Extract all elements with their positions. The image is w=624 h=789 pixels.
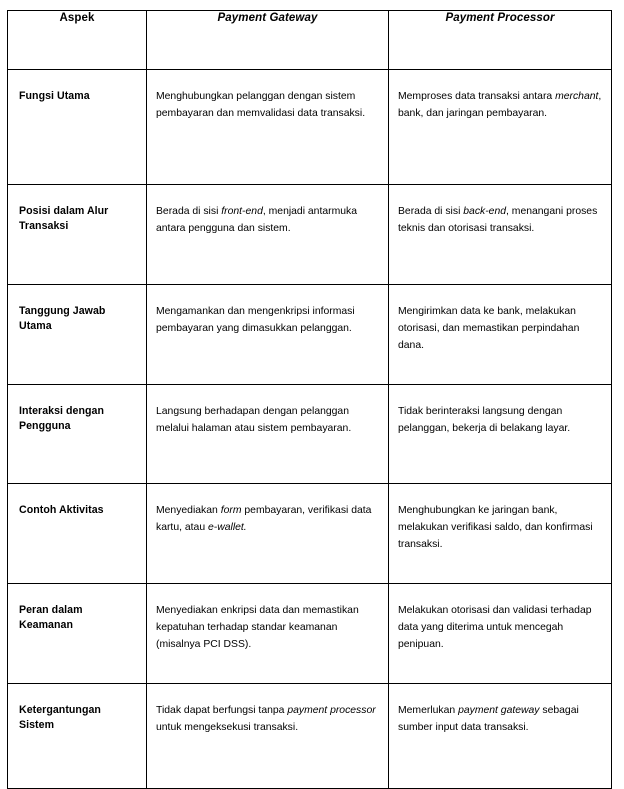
cell-payment-processor bbox=[389, 584, 612, 684]
table-header bbox=[8, 11, 612, 70]
payment-gateway-description: Menyediakan enkripsi data dan memastikan kepatuhan terhadap standar keamanan (misalnya PCI DSS). bbox=[156, 605, 359, 650]
table-body bbox=[8, 70, 612, 789]
cell-payment-processor bbox=[389, 70, 612, 185]
aspect-label: Fungsi Utama bbox=[19, 90, 90, 102]
cell-payment-gateway bbox=[147, 684, 389, 789]
column-header-payment-processor bbox=[389, 11, 612, 70]
payment-processor-description: Menghubungkan ke jaringan bank, melakukan verifikasi saldo, dan konfirmasi transaksi. bbox=[398, 505, 593, 550]
cell-aspect bbox=[8, 70, 147, 185]
table-row bbox=[8, 684, 612, 789]
payment-processor-description: Memproses data transaksi antara merchant, bank, dan jaringan pembayaran. bbox=[398, 91, 602, 119]
aspect-label: Posisi dalam Alur Transaksi bbox=[19, 205, 109, 233]
aspect-label: Peran dalam Keamanan bbox=[19, 604, 83, 632]
table-row bbox=[8, 70, 612, 185]
column-header-aspek bbox=[8, 11, 147, 70]
column-header-payment-gateway bbox=[147, 11, 389, 70]
cell-aspect bbox=[8, 185, 147, 285]
payment-processor-description: Berada di sisi back-end, menangani proses teknis dan otorisasi transaksi. bbox=[398, 206, 598, 234]
comparison-table-container bbox=[7, 10, 611, 789]
column-header-payment-processor-label: Payment Processor bbox=[445, 12, 555, 24]
payment-processor-description: Mengirimkan data ke bank, melakukan otorisasi, dan memastikan perpindahan dana. bbox=[398, 306, 580, 351]
payment-gateway-description: Menghubungkan pelanggan dengan sistem pembayaran dan memvalidasi data transaksi. bbox=[156, 91, 366, 119]
cell-payment-processor bbox=[389, 484, 612, 584]
payment-processor-description: Memerlukan payment gateway sebagai sumber input data transaksi. bbox=[398, 705, 579, 733]
table-row bbox=[8, 185, 612, 285]
cell-aspect bbox=[8, 684, 147, 789]
cell-aspect bbox=[8, 584, 147, 684]
aspect-label: Contoh Aktivitas bbox=[19, 504, 104, 516]
cell-payment-gateway bbox=[147, 70, 389, 185]
cell-payment-processor bbox=[389, 684, 612, 789]
table-row bbox=[8, 584, 612, 684]
table-header-row bbox=[8, 11, 612, 70]
aspect-label: Tanggung Jawab Utama bbox=[19, 305, 106, 333]
payment-processor-description: Tidak berinteraksi langsung dengan pelanggan, bekerja di belakang layar. bbox=[398, 406, 571, 434]
payment-gateway-description: Tidak dapat berfungsi tanpa payment processor untuk mengeksekusi transaksi. bbox=[156, 705, 376, 733]
cell-aspect bbox=[8, 285, 147, 385]
cell-payment-processor bbox=[389, 285, 612, 385]
payment-gateway-description: Menyediakan form pembayaran, verifikasi data kartu, atau e-wallet. bbox=[156, 505, 372, 533]
payment-processor-description: Melakukan otorisasi dan validasi terhadap data yang diterima untuk mencegah penipuan. bbox=[398, 605, 592, 650]
cell-payment-gateway bbox=[147, 185, 389, 285]
cell-payment-processor bbox=[389, 185, 612, 285]
payment-gateway-description: Langsung berhadapan dengan pelanggan melalui halaman atau sistem pembayaran. bbox=[156, 406, 352, 434]
table-row bbox=[8, 484, 612, 584]
comparison-table bbox=[7, 10, 612, 789]
column-header-aspek-label: Aspek bbox=[59, 12, 95, 24]
cell-payment-processor bbox=[389, 385, 612, 484]
payment-gateway-description: Berada di sisi front-end, menjadi antarmuka antara pengguna dan sistem. bbox=[156, 206, 357, 234]
aspect-label: Ketergantungan Sistem bbox=[19, 704, 101, 732]
aspect-label: Interaksi dengan Pengguna bbox=[19, 405, 104, 433]
cell-payment-gateway bbox=[147, 484, 389, 584]
cell-payment-gateway bbox=[147, 385, 389, 484]
table-row bbox=[8, 285, 612, 385]
cell-aspect bbox=[8, 484, 147, 584]
column-header-payment-gateway-label: Payment Gateway bbox=[217, 12, 318, 24]
cell-payment-gateway bbox=[147, 584, 389, 684]
payment-gateway-description: Mengamankan dan mengenkripsi informasi pembayaran yang dimasukkan pelanggan. bbox=[156, 306, 355, 334]
cell-aspect bbox=[8, 385, 147, 484]
table-row bbox=[8, 385, 612, 484]
cell-payment-gateway bbox=[147, 285, 389, 385]
